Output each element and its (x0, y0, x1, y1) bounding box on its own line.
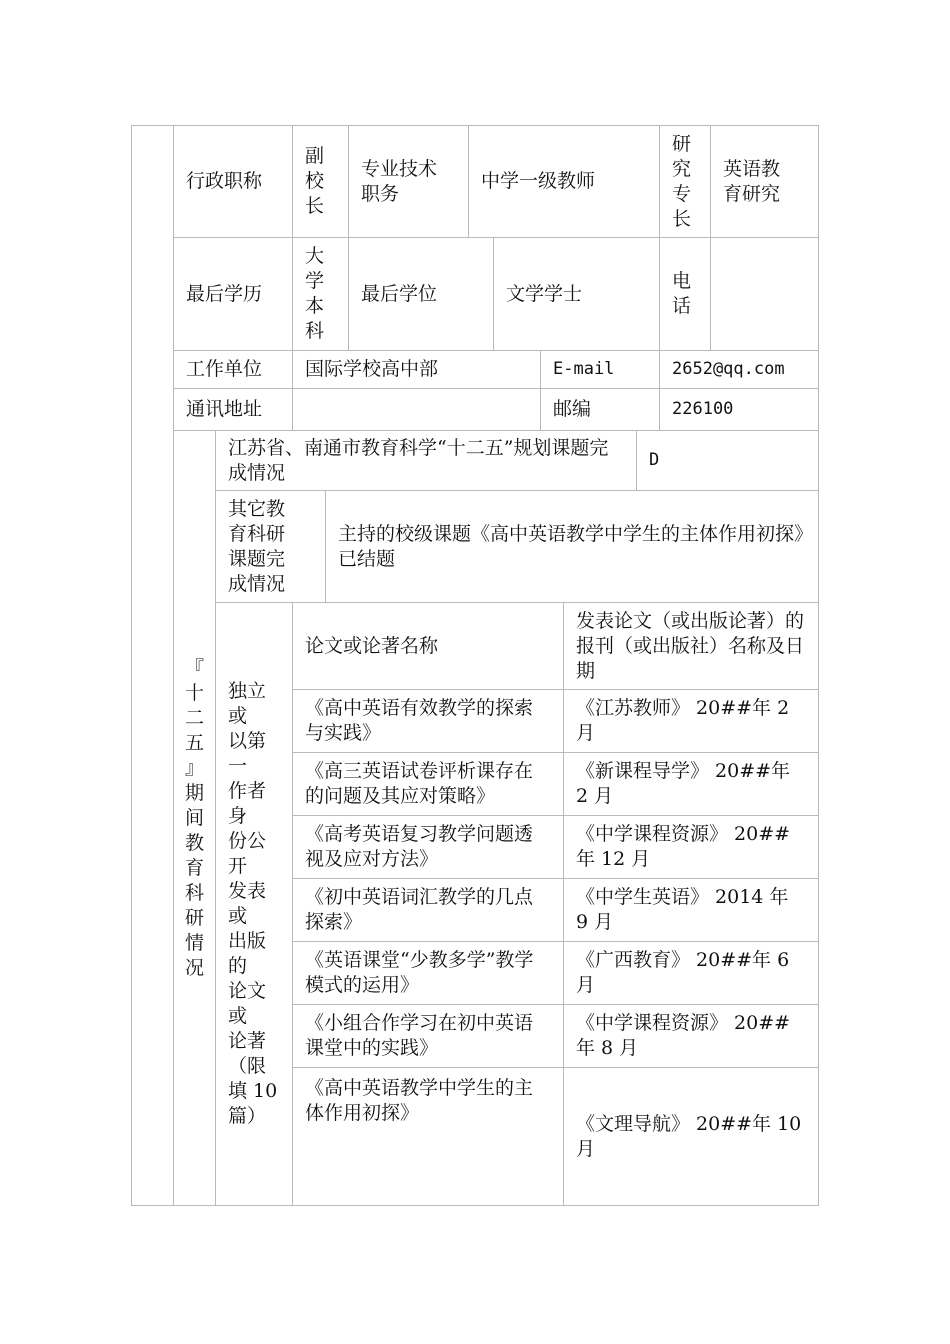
admin-title-value: 副 校 长 (292, 125, 349, 238)
paper-title: 《小组合作学习在初中英语课堂中的实践》 (292, 1004, 564, 1068)
phone-value (710, 237, 819, 351)
email-label: E-mail (540, 350, 660, 389)
address-label: 通讯地址 (173, 388, 293, 431)
degree-value: 文学学士 (493, 237, 660, 351)
papers-col-title-header: 论文或论著名称 (292, 602, 564, 690)
papers-col-pub-header: 发表论文（或出版论著）的报刊（或出版社）名称及日期 (563, 602, 819, 690)
paper-pub: 《中学课程资源》 20##年 8 月 (563, 1004, 819, 1068)
other-project-value: 主持的校级课题《高中英语教学中学生的主体作用初探》已结题 (325, 490, 819, 603)
admin-title-label: 行政职称 (173, 125, 293, 238)
paper-title: 《高考英语复习教学问题透视及应对方法》 (292, 815, 564, 879)
tech-title-label: 专业技术 职务 (348, 125, 469, 238)
specialty-label: 研 究 专 长 (659, 125, 711, 238)
other-project-label: 其它教 育科研 课题完 成情况 (215, 490, 326, 603)
phone-label: 电 话 (659, 237, 711, 351)
papers-row-label: 独立 或 以第 一 作者 身 份公 开 发表 或 出版 的 论文 或 论著 （限 填 10 篇） (215, 602, 293, 1206)
paper-pub: 《文理导航》 20##年 10 月 (563, 1067, 819, 1206)
address-value (292, 388, 541, 431)
paper-pub: 《新课程导学》 20##年 2 月 (563, 752, 819, 816)
provincial-project-label: 江苏省、南通市教育科学“十二五”规划课题完成情况 (215, 430, 637, 491)
postcode-value: 226100 (659, 388, 819, 431)
paper-pub: 《江苏教师》 20##年 2 月 (563, 689, 819, 753)
education-value: 大 学 本 科 (292, 237, 349, 351)
paper-title: 《高中英语教学中学生的主体作用初探》 (292, 1067, 564, 1206)
education-label: 最后学历 (173, 237, 293, 351)
paper-pub: 《中学课程资源》 20##年 12 月 (563, 815, 819, 879)
tech-title-value: 中学一级教师 (468, 125, 660, 238)
outer-left-strip (131, 125, 174, 1206)
paper-title: 《高三英语试卷评析课存在的问题及其应对策略》 (292, 752, 564, 816)
postcode-label: 邮编 (540, 388, 660, 431)
specialty-value: 英语教 育研究 (710, 125, 819, 238)
paper-title: 《高中英语有效教学的探索与实践》 (292, 689, 564, 753)
provincial-project-value: D (636, 430, 819, 491)
section-label: 『 十 二 五 』 期 间 教 育 科 研 情 况 (173, 430, 216, 1206)
workplace-label: 工作单位 (173, 350, 293, 389)
paper-title: 《英语课堂“少教多学”教学模式的运用》 (292, 941, 564, 1005)
paper-title: 《初中英语词汇教学的几点探索》 (292, 878, 564, 942)
email-value: 2652@qq.com (659, 350, 819, 389)
paper-pub: 《中学生英语》 2014 年 9 月 (563, 878, 819, 942)
degree-label: 最后学位 (348, 237, 494, 351)
workplace-value: 国际学校高中部 (292, 350, 541, 389)
paper-pub: 《广西教育》 20##年 6 月 (563, 941, 819, 1005)
